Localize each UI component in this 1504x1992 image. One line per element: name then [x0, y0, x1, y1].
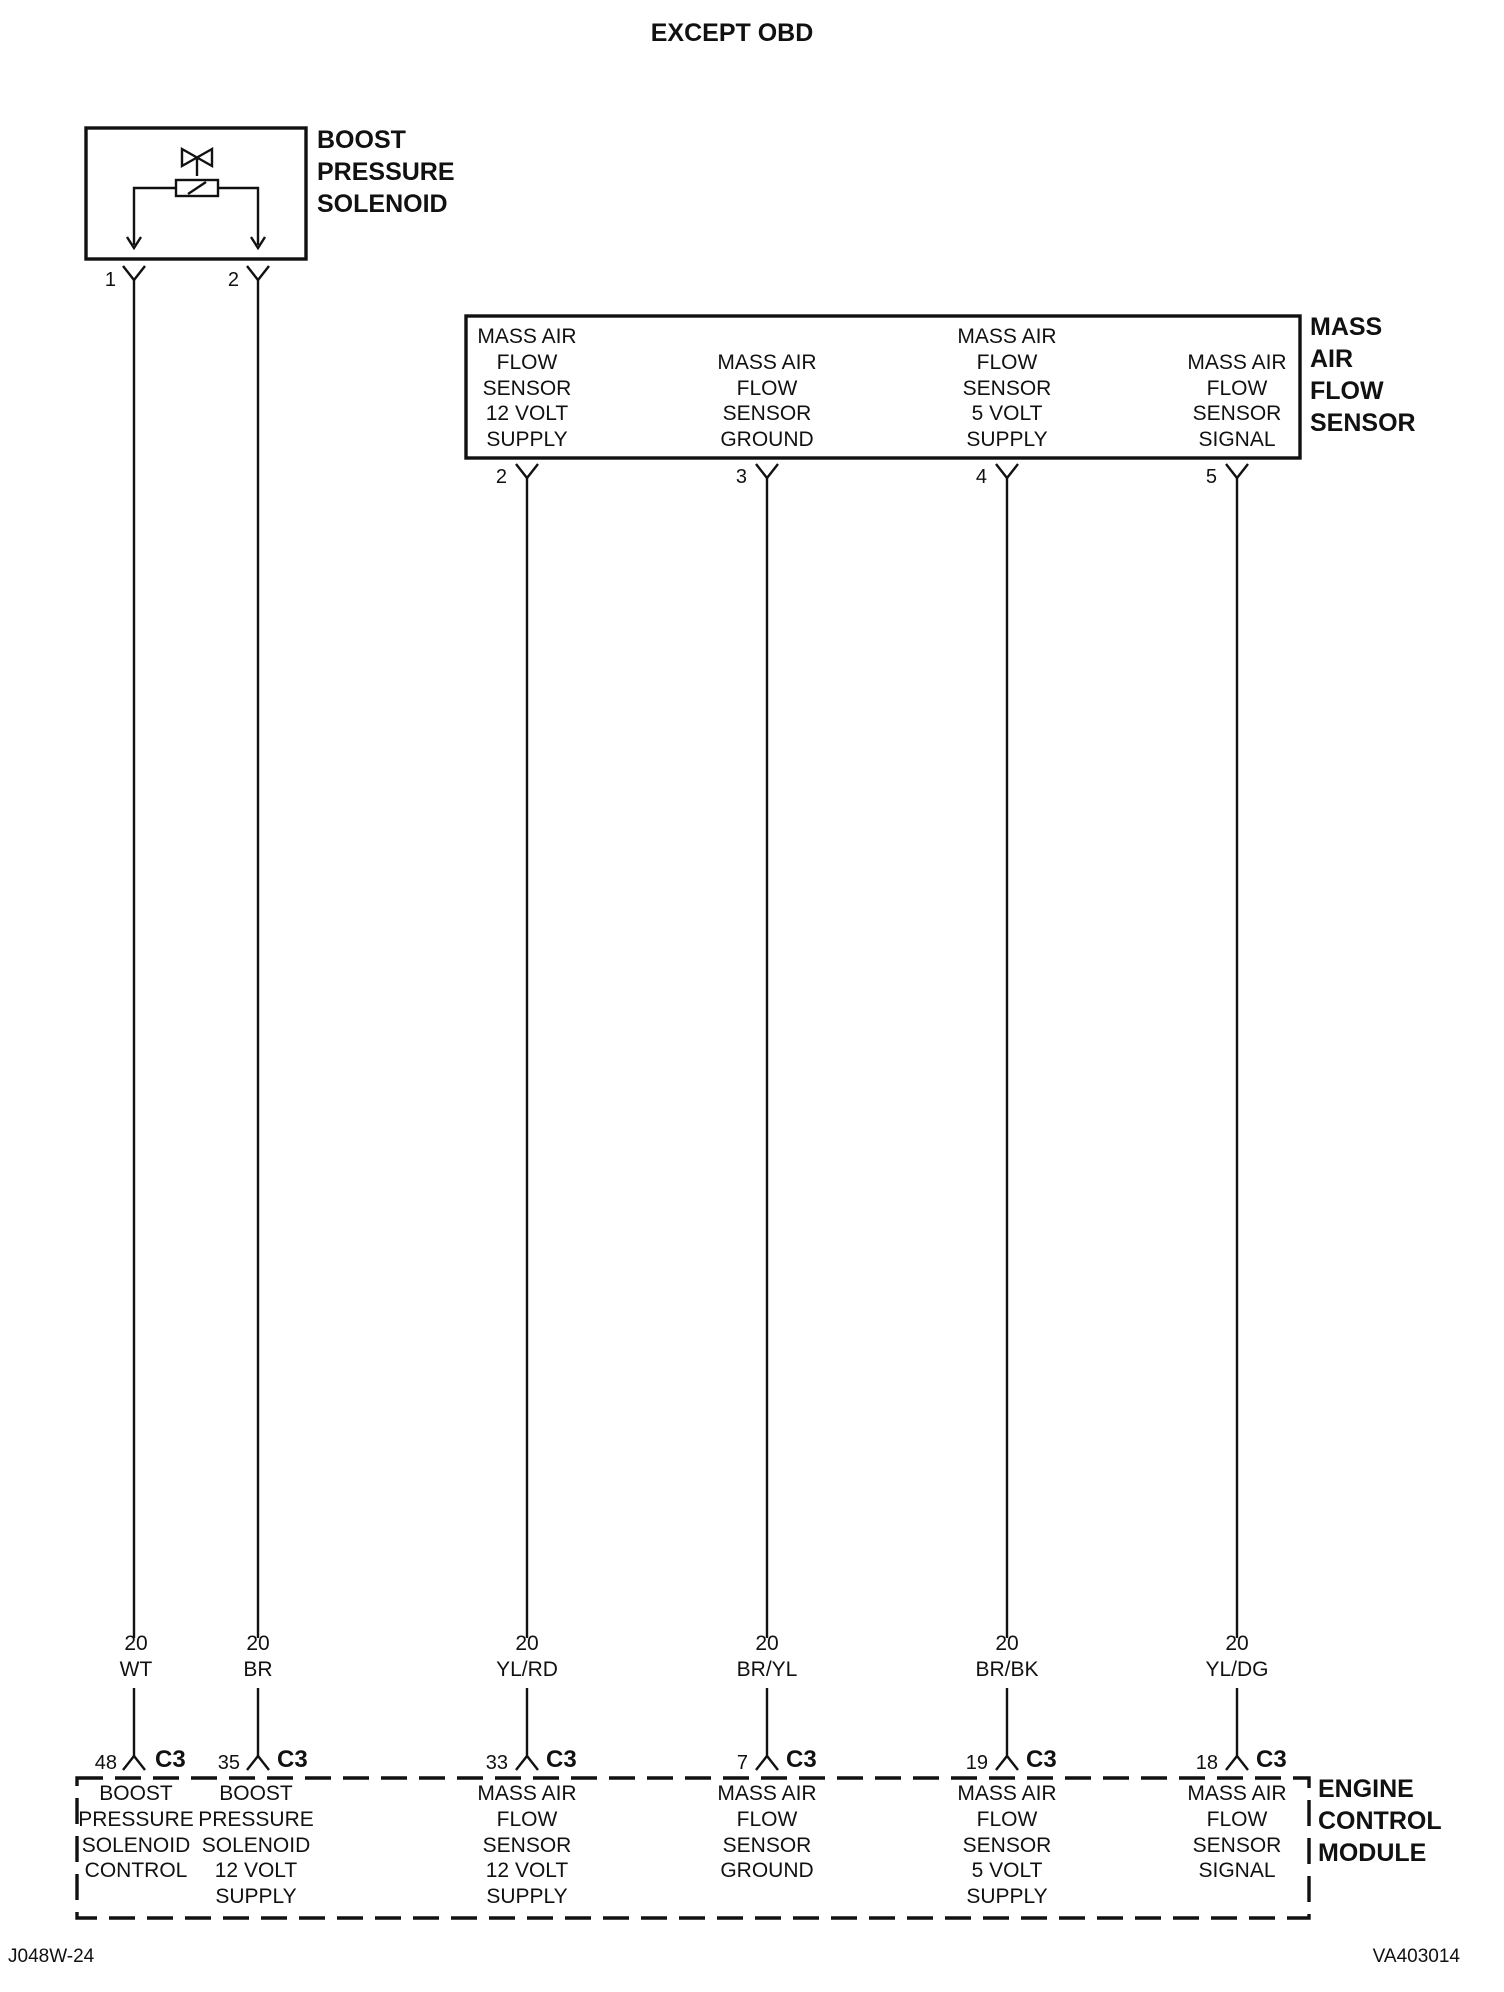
wire-label [496, 1632, 558, 1681]
ecm-function-line: SENSOR [722, 1834, 812, 1857]
ecm-connector-id: C3 [786, 1746, 817, 1773]
maf-sensor-name-line: AIR [1310, 345, 1354, 373]
connector-fork-icon [247, 266, 269, 280]
wire-color: WT [119, 1658, 153, 1681]
engine-control-module [77, 1746, 1442, 1918]
connector-fork-icon [756, 464, 778, 478]
wire-label [1205, 1632, 1268, 1681]
ecm-pin-label: 33 [485, 1752, 508, 1774]
wire-color: BR [243, 1658, 273, 1681]
ecm-function-line: SUPPLY [215, 1885, 297, 1908]
connector-fork-icon [247, 1756, 269, 1770]
wire-label [243, 1632, 272, 1681]
ecm-function-line: FLOW [976, 1808, 1038, 1831]
maf-function-5v-supply [957, 325, 1056, 451]
mass-air-flow-sensor [466, 313, 1416, 488]
ecm-function-line: SUPPLY [486, 1885, 568, 1908]
maf-function-line: SENSOR [962, 377, 1052, 400]
ecm-function-line: 12 VOLT [485, 1859, 569, 1882]
maf-function-line: 5 VOLT [971, 402, 1043, 425]
maf-function-line: MASS AIR [957, 325, 1057, 348]
wire-color: YL/RD [496, 1658, 558, 1681]
maf-function-line: SENSOR [482, 377, 572, 400]
wire-gauge: 20 [1225, 1632, 1249, 1655]
ecm-function-line: PRESSURE [198, 1808, 314, 1831]
wire-color: YL/DG [1205, 1658, 1269, 1681]
ecm-connector-id: C3 [546, 1746, 577, 1773]
ecm-function-line: MASS AIR [477, 1782, 577, 1805]
ecm-function-line: CONTROL [84, 1859, 188, 1882]
maf-sensor-box [466, 316, 1300, 458]
maf-function-signal [1187, 351, 1286, 451]
maf-function-line: MASS AIR [1187, 351, 1287, 374]
ecm-function-line: SENSOR [1192, 1834, 1282, 1857]
solenoid-valve-icon [127, 149, 265, 248]
ecm-name-line: ENGINE [1318, 1775, 1414, 1803]
maf-function-line: FLOW [976, 351, 1038, 374]
ecm-function-line: MASS AIR [957, 1782, 1057, 1805]
ecm-terminal-boost-control [78, 1782, 194, 1882]
ecm-connector-id: C3 [277, 1746, 308, 1773]
ecm-function-line: SOLENOID [201, 1834, 311, 1857]
ecm-function-line: SIGNAL [1198, 1859, 1276, 1882]
ecm-terminal-maf-ground [717, 1782, 816, 1882]
maf-function-line: MASS AIR [717, 351, 817, 374]
maf-pin-label: 3 [735, 466, 747, 488]
maf-sensor-name-line: SENSOR [1310, 409, 1416, 437]
wire-gauge: 20 [995, 1632, 1019, 1655]
wire-harness [120, 280, 1269, 1756]
ecm-function-line: GROUND [720, 1859, 814, 1882]
ecm-function-line: SUPPLY [966, 1885, 1048, 1908]
maf-sensor-name-line: MASS [1310, 313, 1383, 341]
ecm-function-line: 5 VOLT [971, 1859, 1043, 1882]
boost-solenoid-pin-label: 2 [227, 269, 239, 291]
maf-function-line: 12 VOLT [485, 402, 569, 425]
ecm-name-line: CONTROL [1318, 1807, 1442, 1835]
ecm-function-line: SENSOR [962, 1834, 1052, 1857]
ecm-pin-label: 7 [736, 1752, 748, 1774]
ecm-function-line: SOLENOID [81, 1834, 191, 1857]
wire-color: BR/YL [736, 1658, 798, 1681]
ecm-connector-id: C3 [155, 1746, 186, 1773]
diagram-title: EXCEPT OBD [650, 19, 814, 47]
wire-gauge: 20 [124, 1632, 148, 1655]
maf-function-line: SENSOR [722, 402, 812, 425]
maf-function-12v-supply [477, 325, 576, 451]
ecm-terminal-maf-signal [1187, 1782, 1286, 1882]
maf-pin-label: 5 [1205, 466, 1217, 488]
ecm-function-line: MASS AIR [717, 1782, 817, 1805]
maf-function-line: SENSOR [1192, 402, 1282, 425]
ecm-function-line: 12 VOLT [214, 1859, 298, 1882]
connector-fork-icon [516, 1756, 538, 1770]
connector-fork-icon [996, 1756, 1018, 1770]
maf-function-line: FLOW [736, 377, 798, 400]
ecm-function-line: MASS AIR [1187, 1782, 1287, 1805]
connector-fork-icon [123, 1756, 145, 1770]
ecm-terminal-boost-12v-supply [198, 1782, 314, 1908]
connector-fork-icon [996, 464, 1018, 478]
ecm-pin-label: 48 [94, 1752, 117, 1774]
maf-function-line: SUPPLY [486, 428, 568, 451]
ecm-name-line: MODULE [1318, 1839, 1427, 1867]
maf-pin-label: 4 [975, 466, 987, 488]
ecm-pin-label: 35 [217, 1752, 240, 1774]
ecm-connector-id: C3 [1256, 1746, 1287, 1773]
wire-gauge: 20 [515, 1632, 539, 1655]
wire-gauge: 20 [755, 1632, 779, 1655]
boost-solenoid-name-line: SOLENOID [317, 190, 448, 218]
ecm-function-line: FLOW [736, 1808, 798, 1831]
ecm-function-line: FLOW [496, 1808, 558, 1831]
wire-color: BR/BK [975, 1658, 1039, 1681]
wire-label [737, 1632, 798, 1681]
ecm-connector-id: C3 [1026, 1746, 1057, 1773]
ecm-terminal-maf-5v-supply [957, 1782, 1056, 1908]
ecm-function-line: SENSOR [482, 1834, 572, 1857]
maf-sensor-name-line: FLOW [1310, 377, 1384, 405]
ecm-function-line: FLOW [1206, 1808, 1268, 1831]
maf-pin-label: 2 [495, 466, 507, 488]
ecm-function-line: PRESSURE [78, 1808, 194, 1831]
boost-solenoid-name-line: BOOST [317, 126, 406, 154]
connector-fork-icon [516, 464, 538, 478]
maf-function-line: GROUND [720, 428, 814, 451]
boost-solenoid-pin-label: 1 [104, 269, 116, 291]
boost-solenoid-name-line: PRESSURE [317, 158, 455, 186]
ecm-pin-label: 19 [965, 1752, 988, 1774]
footer-drawing-code: J048W-24 [8, 1946, 95, 1967]
wire-gauge: 20 [246, 1632, 270, 1655]
maf-function-line: FLOW [1206, 377, 1268, 400]
boost-solenoid-box [86, 128, 306, 259]
ecm-function-line: BOOST [219, 1782, 293, 1805]
boost-pressure-solenoid [86, 126, 455, 291]
connector-fork-icon [1226, 464, 1248, 478]
connector-fork-icon [756, 1756, 778, 1770]
maf-function-line: SUPPLY [966, 428, 1048, 451]
connector-fork-icon [123, 266, 145, 280]
wire-label [975, 1632, 1038, 1681]
maf-function-ground [717, 351, 816, 451]
maf-function-line: SIGNAL [1198, 428, 1276, 451]
ecm-function-line: BOOST [99, 1782, 173, 1805]
footer-figure-id: VA403014 [1372, 1946, 1460, 1967]
wire-label [120, 1632, 153, 1681]
maf-function-line: MASS AIR [477, 325, 577, 348]
ecm-pin-label: 18 [1195, 1752, 1218, 1774]
connector-fork-icon [1226, 1756, 1248, 1770]
ecm-terminal-maf-12v-supply [477, 1782, 576, 1908]
maf-function-line: FLOW [496, 351, 558, 374]
